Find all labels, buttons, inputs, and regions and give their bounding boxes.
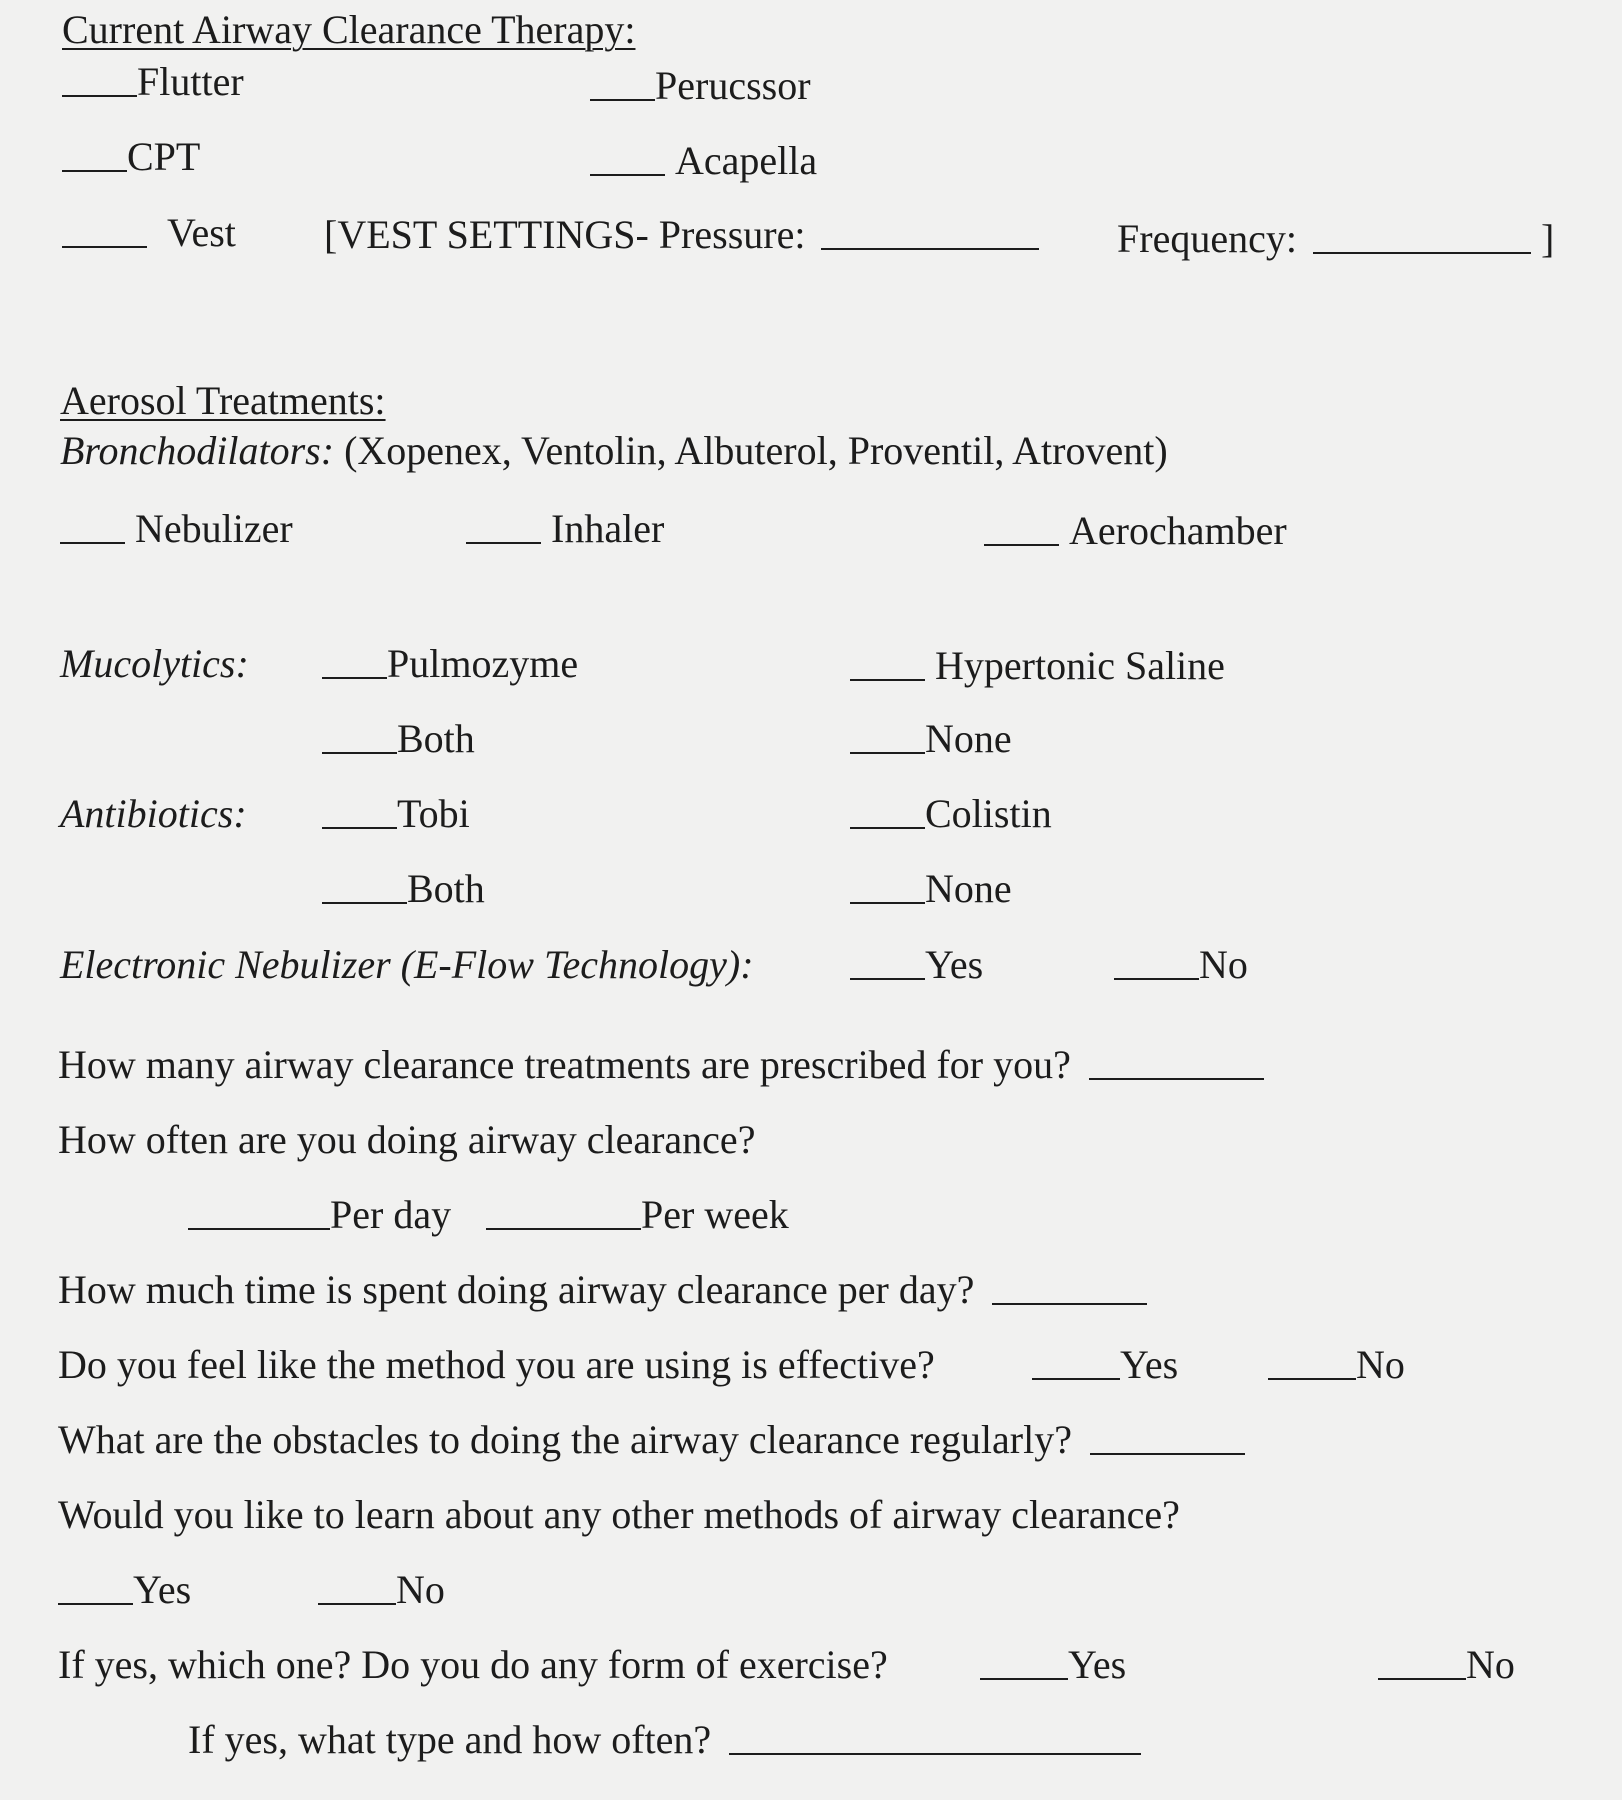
aerochamber-blank[interactable]: [984, 543, 1059, 546]
perucssor-label: Perucssor: [655, 63, 811, 108]
flutter-option[interactable]: [62, 59, 244, 104]
mucolytics-none-label: None: [925, 716, 1012, 761]
learn-no-blank[interactable]: [318, 1602, 396, 1605]
nebulizer-blank[interactable]: [60, 541, 125, 544]
question-effective-text: Do you feel like the method you are using is effective?: [58, 1342, 935, 1387]
mucolytics-both-option[interactable]: [322, 716, 475, 761]
tobi-label: Tobi: [397, 791, 470, 836]
flutter-blank[interactable]: [62, 94, 137, 97]
effective-no-label: No: [1356, 1342, 1405, 1387]
question-exercise-text: If yes, which one? Do you do any form of exercise?: [58, 1642, 888, 1687]
nebulizer-label: Nebulizer: [135, 506, 293, 551]
perucssor-option[interactable]: [590, 63, 811, 108]
learn-no-option[interactable]: [318, 1567, 445, 1612]
vest-close-bracket: ]: [1540, 216, 1555, 261]
tobi-option[interactable]: [322, 791, 470, 836]
e-nebulizer-no-blank[interactable]: [1114, 977, 1199, 980]
e-nebulizer-yes-blank[interactable]: [850, 977, 925, 980]
flutter-label: Flutter: [137, 59, 244, 104]
per-week-blank[interactable]: [486, 1227, 641, 1230]
colistin-blank[interactable]: [850, 826, 925, 829]
inhaler-blank[interactable]: [466, 541, 541, 544]
antibiotics-none-blank[interactable]: [850, 901, 925, 904]
antibiotics-label: Antibiotics:: [60, 791, 247, 836]
e-nebulizer-label: Electronic Nebulizer (E-Flow Technology):: [60, 942, 754, 987]
vest-pressure-blank[interactable]: [821, 247, 1039, 250]
aerochamber-option[interactable]: [984, 508, 1287, 553]
perucssor-blank[interactable]: [590, 98, 655, 101]
question-time-spent-text: How much time is spent doing airway clearance per day?: [58, 1267, 975, 1312]
per-day-label: Per day: [330, 1192, 452, 1237]
cpt-option[interactable]: [62, 134, 201, 179]
mucolytics-both-label: Both: [397, 716, 475, 761]
acapella-option[interactable]: [590, 138, 818, 183]
exercise-type-blank[interactable]: [729, 1752, 1141, 1755]
question-time-spent: [58, 1267, 1147, 1312]
question-effective: [58, 1342, 935, 1387]
colistin-option[interactable]: [850, 791, 1052, 836]
question-exercise-type: [188, 1717, 1141, 1762]
vest-option[interactable]: [62, 210, 236, 255]
exercise-yes-option[interactable]: [980, 1642, 1127, 1687]
vest-frequency-blank[interactable]: [1313, 251, 1531, 254]
pulmozyme-label: Pulmozyme: [387, 641, 579, 686]
acapella-blank[interactable]: [590, 173, 665, 176]
e-nebulizer-no-option[interactable]: [1114, 942, 1248, 987]
mucolytics-both-blank[interactable]: [322, 751, 397, 754]
question-how-often: How often are you doing airway clearance?: [58, 1117, 756, 1162]
time-spent-blank[interactable]: [992, 1302, 1147, 1305]
antibiotics-both-option[interactable]: [322, 866, 485, 911]
pulmozyme-blank[interactable]: [322, 676, 387, 679]
cpt-blank[interactable]: [62, 169, 127, 172]
treatments-prescribed-blank[interactable]: [1089, 1077, 1264, 1080]
antibiotics-none-label: None: [925, 866, 1012, 911]
vest-label: Vest: [167, 210, 236, 255]
learn-no-label: No: [396, 1567, 445, 1612]
vest-blank[interactable]: [62, 245, 147, 248]
question-exercise: [58, 1642, 888, 1687]
antibiotics-both-blank[interactable]: [322, 901, 407, 904]
exercise-yes-label: Yes: [1068, 1642, 1127, 1687]
airway-therapy-heading: Current Airway Clearance Therapy:: [62, 7, 636, 52]
antibiotics-both-label: Both: [407, 866, 485, 911]
effective-yes-option[interactable]: [1032, 1342, 1179, 1387]
exercise-no-label: No: [1466, 1642, 1515, 1687]
vest-settings: [324, 212, 1039, 257]
hypertonic-saline-label: Hypertonic Saline: [935, 643, 1225, 688]
effective-no-option[interactable]: [1268, 1342, 1405, 1387]
question-obstacles-text: What are the obstacles to doing the airway clearance regularly?: [58, 1417, 1072, 1462]
effective-yes-blank[interactable]: [1032, 1377, 1120, 1380]
colistin-label: Colistin: [925, 791, 1052, 836]
per-day-blank[interactable]: [188, 1227, 330, 1230]
nebulizer-option[interactable]: [60, 506, 293, 551]
mucolytics-label: Mucolytics:: [60, 641, 249, 686]
question-treatments-prescribed-text: How many airway clearance treatments are prescribed for you?: [58, 1042, 1071, 1087]
mucolytics-none-blank[interactable]: [850, 751, 925, 754]
hypertonic-saline-option[interactable]: [850, 643, 1225, 688]
question-treatments-prescribed: [58, 1042, 1264, 1087]
inhaler-option[interactable]: [466, 506, 665, 551]
tobi-blank[interactable]: [322, 826, 397, 829]
vest-frequency: [1117, 216, 1555, 261]
pulmozyme-option[interactable]: [322, 641, 579, 686]
acapella-label: Acapella: [675, 138, 818, 183]
hypertonic-saline-blank[interactable]: [850, 678, 925, 681]
mucolytics-none-option[interactable]: [850, 716, 1012, 761]
aerosol-heading: Aerosol Treatments:: [60, 378, 386, 423]
exercise-no-option[interactable]: [1378, 1642, 1515, 1687]
cpt-label: CPT: [127, 134, 201, 179]
inhaler-label: Inhaler: [551, 506, 665, 551]
per-week-label: Per week: [641, 1192, 789, 1237]
vest-pressure-label: [VEST SETTINGS- Pressure:: [324, 212, 806, 257]
e-nebulizer-yes-option[interactable]: [850, 942, 984, 987]
effective-no-blank[interactable]: [1268, 1377, 1356, 1380]
e-nebulizer-no-label: No: [1199, 942, 1248, 987]
per-day-option[interactable]: [188, 1192, 452, 1237]
obstacles-blank[interactable]: [1090, 1452, 1245, 1455]
question-obstacles: [58, 1417, 1245, 1462]
bronchodilators-row: [60, 428, 1168, 473]
question-exercise-type-text: If yes, what type and how often?: [188, 1717, 712, 1762]
aerochamber-label: Aerochamber: [1069, 508, 1287, 553]
learn-yes-option[interactable]: [58, 1567, 192, 1612]
bronchodilators-examples: (Xopenex, Ventolin, Albuterol, Proventil, Atrovent): [344, 428, 1168, 473]
effective-yes-label: Yes: [1120, 1342, 1179, 1387]
question-learn-methods: Would you like to learn about any other methods of airway clearance?: [58, 1492, 1180, 1537]
vest-frequency-label: Frequency:: [1117, 216, 1297, 261]
antibiotics-none-option[interactable]: [850, 866, 1012, 911]
learn-yes-blank[interactable]: [58, 1602, 133, 1605]
bronchodilators-label: Bronchodilators:: [60, 428, 335, 473]
e-nebulizer-yes-label: Yes: [925, 942, 984, 987]
exercise-no-blank[interactable]: [1378, 1677, 1466, 1680]
per-week-option[interactable]: [486, 1192, 789, 1237]
exercise-yes-blank[interactable]: [980, 1677, 1068, 1680]
learn-yes-label: Yes: [133, 1567, 192, 1612]
